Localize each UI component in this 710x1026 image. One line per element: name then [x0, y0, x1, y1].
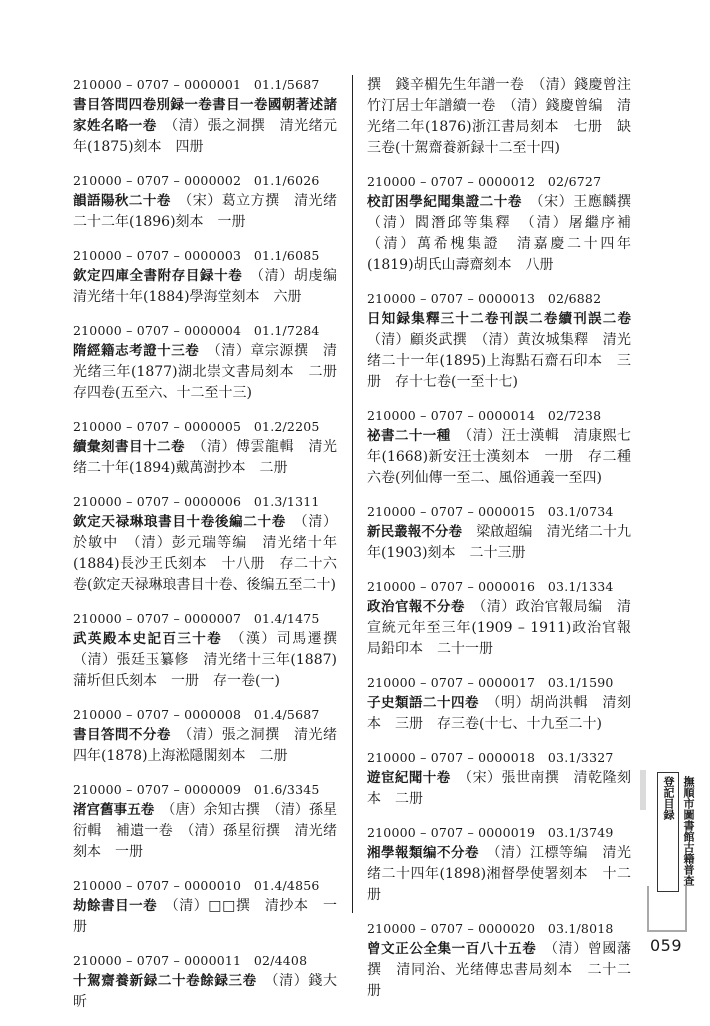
- call-number: 210000 – 0707 – 0000008 01.4/5687: [73, 707, 320, 722]
- book-details: （清）傅雲龍輯 清光绪二十年(1894)戴萬澍抄本 二册: [73, 439, 337, 476]
- catalog-entry: [367, 919, 631, 1002]
- book-title: 隋經籍志考證十三卷: [73, 343, 200, 359]
- entry-description: [367, 768, 631, 810]
- catalog-entry: [367, 502, 631, 564]
- call-number: 210000 – 0707 – 0000014 02/7238: [367, 408, 602, 423]
- call-number: 210000 – 0707 – 0000019 03.1/3749: [367, 825, 614, 840]
- catalog-entry: [73, 171, 337, 233]
- catalog-entry: [73, 609, 352, 692]
- decorative-character-outline: [647, 886, 687, 932]
- book-title: 書目答問四卷別録一卷書目一卷國朝著述諸家姓名略一卷: [73, 97, 337, 134]
- entry-description: [73, 629, 352, 692]
- call-number: 210000 – 0707 – 0000015 03.1/0734: [367, 504, 614, 519]
- catalog-entry: [367, 406, 631, 489]
- call-number: 210000 – 0707 – 0000007 01.4/1475: [73, 611, 320, 626]
- call-number: 210000 – 0707 – 0000020 03.1/8018: [367, 921, 614, 936]
- running-header-text: 撫順市圖書館古籍普查登記目録: [662, 776, 695, 886]
- book-title: 武英殿本史記百三十卷: [73, 631, 223, 647]
- right-column: [367, 75, 646, 1015]
- catalog-entry: [73, 876, 337, 938]
- book-details: （清）錢大昕: [73, 973, 338, 1010]
- column-divider: [352, 75, 353, 913]
- book-title: 政治官報不分卷: [367, 599, 465, 615]
- book-title: 遊宦紀聞十卷: [367, 770, 451, 786]
- book-details: （漢）司馬遷撰 （清）張廷玉纂修 清光绪十三年(1887)蒲圻但氏刻本 一册 存一卷(一): [73, 631, 352, 689]
- catalog-entry: [73, 951, 337, 1013]
- book-details: （宋）王應麟撰 （清）閻潛邱等集釋 （清）屠繼序補 （清）萬希槐集證 清嘉慶二十四年(1819)胡氏山壽齋刻本 八册: [367, 194, 646, 273]
- call-number: 210000 – 0707 – 0000005 01.2/2205: [73, 419, 320, 434]
- entry-description: [73, 191, 337, 233]
- book-details: （清）於敏中 （清）彭元瑞等编 清光绪十年(1884)長沙王氏刻本 十八册 存二十六卷(欽定天禄琳琅書目十卷、後编五至二十): [73, 514, 338, 593]
- left-column: [73, 75, 352, 1026]
- book-title: 十駕齋養新録二十卷餘録三卷: [73, 973, 257, 989]
- call-number: 210000 – 0707 – 0000001 01.1/5687: [73, 77, 320, 92]
- book-title: 欽定四庫全書附存目録十卷: [73, 268, 243, 284]
- call-number: 210000 – 0707 – 0000017 03.1/1590: [367, 675, 614, 690]
- page-number: 059: [650, 936, 683, 955]
- book-title: 校訂困學紀聞集證二十卷: [367, 194, 522, 210]
- call-number: 210000 – 0707 – 0000010 01.4/4856: [73, 878, 320, 893]
- call-number: 210000 – 0707 – 0000004 01.1/7284: [73, 323, 320, 338]
- catalog-entry: [73, 75, 337, 158]
- book-title: 曾文正公全集一百八十五卷: [367, 941, 537, 957]
- book-details: （宋）張世南撰 清乾隆刻本 二册: [367, 770, 632, 807]
- book-details: （清）顧炎武撰 （清）黄汝城集釋 清光绪二十一年(1895)上海點石齋石印本 三册 存十七卷(一至十七): [367, 332, 631, 390]
- entry-description: [367, 426, 631, 489]
- entry-description: [73, 437, 337, 479]
- book-title: 劫餘書目一卷: [73, 898, 158, 914]
- entry-description: [367, 939, 631, 1002]
- book-title: 欽定天禄琳琅書目十卷後編二十卷: [73, 514, 286, 530]
- catalog-entry: [73, 246, 352, 308]
- entry-description: [73, 971, 337, 1013]
- entry-description: [367, 309, 631, 393]
- catalog-entry: [367, 289, 631, 393]
- catalog-entry: [73, 321, 351, 404]
- call-number: 210000 – 0707 – 0000013 02/6882: [367, 291, 602, 306]
- call-number: 210000 – 0707 – 0000009 01.6/3345: [73, 782, 320, 797]
- book-title: 日知録集釋三十二卷刊誤二卷續刊誤二卷: [367, 311, 631, 327]
- catalog-entry: [367, 823, 631, 906]
- catalog-entry: [73, 492, 337, 596]
- book-details: （唐）余知古撰 （清）孫星衍輯 補遺一卷 （清）孫星衍撰 清光绪刻本 一册: [73, 802, 338, 860]
- entry-description: [367, 693, 631, 735]
- book-title: 渚宫舊事五卷: [73, 802, 155, 818]
- call-number: 210000 – 0707 – 0000003 01.1/6085: [73, 248, 320, 263]
- entry-description: [73, 896, 337, 938]
- continued-entry: 撰 錢辛楣先生年譜一卷 （清）錢慶曾注 竹汀居士年譜續一卷 （清）錢慶曾编 清光绪二年(1876)浙江書局刻本 七册 缺三卷(十駕齋養新録十二至十四): [367, 77, 645, 156]
- entry-description: [73, 725, 337, 767]
- book-details: （清）政治官報局编 清宣統元年至三年(1909 – 1911)政治官報局鉛印本 二十一册: [367, 599, 632, 657]
- book-details: （宋）葛立方撰 清光绪二十二年(1896)刻本 一册: [73, 193, 338, 230]
- catalog-entry: [73, 780, 337, 863]
- entry-description: [73, 341, 351, 404]
- call-number: 210000 – 0707 – 0000012 02/6727: [367, 174, 602, 189]
- entry-description: [367, 192, 646, 276]
- book-details: （清）汪士漢輯 清康熙七年(1668)新安汪士漢刻本 一册 存二種六卷(列仙傳一至二、風俗通義一至四): [367, 428, 632, 486]
- book-details: （清）張之洞撰 清光绪元年(1875)刻本 四册: [73, 118, 338, 155]
- book-details: （清）□□撰 清抄本 一册: [73, 898, 337, 935]
- side-decoration: [640, 770, 646, 810]
- book-details: （清）胡虔编 清光绪十年(1884)學海堂刻本 六册: [73, 268, 352, 305]
- book-title: 子史類語二十四卷: [367, 695, 479, 711]
- entry-description: [73, 800, 337, 863]
- running-header: [657, 772, 695, 892]
- book-details: （清）曾國藩撰 清同治、光绪傳忠書局刻本 二十二册: [367, 941, 632, 999]
- book-details: （明）胡尚洪輯 清刻本 三册 存三卷(十七、十九至二十): [367, 695, 631, 732]
- book-title: 續彙刻書目十二卷: [73, 439, 185, 455]
- catalog-entry: [367, 577, 631, 660]
- entry-description: [367, 522, 631, 564]
- book-details: 梁啟超编 清光绪二十九年(1903)刻本 二十三册: [367, 524, 632, 561]
- book-title: 書目答問不分卷: [73, 727, 171, 743]
- book-details: （清）章宗源撰 清光绪三年(1877)湖北崇文書局刻本 二册 存四卷(五至六、十二至十三): [73, 343, 351, 401]
- call-number: 210000 – 0707 – 0000006 01.3/1311: [73, 494, 320, 509]
- book-details: （清）江標等编 清光绪二十四年(1898)湘督學使署刻本 十二册: [367, 845, 631, 903]
- catalog-entry: [367, 748, 631, 810]
- book-title: 韻語陽秋二十卷: [73, 193, 171, 209]
- call-number: 210000 – 0707 – 0000016 03.1/1334: [367, 579, 614, 594]
- catalog-entry: [73, 705, 337, 767]
- catalog-entry: [73, 417, 337, 479]
- book-details: （清）張之洞撰 清光绪四年(1878)上海淞隱閣刻本 二册: [73, 727, 338, 764]
- entry-description: [73, 512, 337, 596]
- entry-description: [367, 597, 631, 660]
- book-title: 新民叢報不分卷: [367, 524, 463, 540]
- entry-description: [367, 843, 631, 906]
- entry-description: [73, 266, 352, 308]
- call-number: 210000 – 0707 – 0000011 02/4408: [73, 953, 308, 968]
- book-title: 湘學報類编不分卷: [367, 845, 479, 861]
- entry-description: [73, 95, 337, 158]
- call-number: 210000 – 0707 – 0000002 01.1/6026: [73, 173, 320, 188]
- book-title: 祕書二十一種: [367, 428, 451, 444]
- catalog-entry: [367, 172, 646, 276]
- catalog-entry: [367, 673, 631, 735]
- call-number: 210000 – 0707 – 0000018 03.1/3327: [367, 750, 614, 765]
